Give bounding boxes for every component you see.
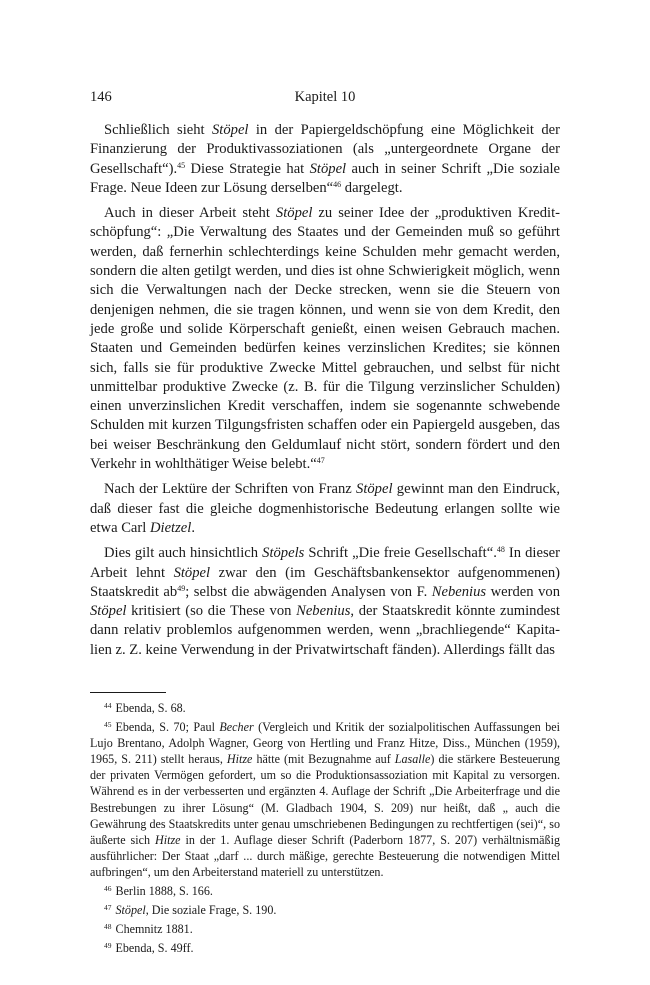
page-number: 146	[90, 89, 112, 105]
footnote	[90, 921, 560, 937]
text-run: zu seiner Idee der „produktiven Kreditschöpfung“: „Die Verwaltung des Staates und der Gemeinden muß so geführt werden, daß fernerhin schlechterdings keine Schulden mehr gemacht werden, sondern die alten getilgt werden, und dies ist ohne Schwierigkeit möglich, wenn sich die Verwaltungen nach der Decke strecken, wenn sie die Steuern von denjenigen nehmen, die sie tragen können, und wenn sie von dem Kredit, den jede große und solide Körperschaft genießt, einen weisen Gebrauch machen. Staaten und Gemeinden bedürfen keines verzinslichen Kredites; sie können sich, falls sie für produktive Zwecke Mittel gebrauchen, und selbst für nicht unmittelbar produktive Zwecke (z. B. für die Tilgung verzinslicher Schulden) einen unverzinslichen Kredit verschaffen, indem sie sogenannte schwebende Schulden mit kurzen Tilgungsfristen schaffen oder ein Papiergeld ausgeben, das bei weiser Beschränkung den Geldumlauf nicht stört, sondern fördert und den Verkehr in wohlthätiger Weise belebt.“	[90, 205, 561, 473]
italic-name: Stöpel	[115, 903, 146, 918]
text-run: Ebenda, S. 49ff.	[115, 941, 194, 956]
footnote-ref: 44	[104, 701, 112, 711]
text-run: , der Staatskredit könnte zumindest dann relativ problemlos aufgenommen werden, wenn „brachliegende“ Kapitalien z. Z. keine Verwendung in der Privatwirtschaft fänden). Allerdings fällt das	[90, 603, 560, 658]
text-run: (Vergleich und Kritik der sozialpolitischen Auffassungen bei Lujo Brentano, Adolph Wagner, Georg von Hertling und Franz Hitze, Diss., München (1959), 1965, S. 211) stellt heraus,	[90, 720, 560, 767]
footnote-ref: 48	[496, 545, 505, 555]
italic-name: Hitze	[155, 832, 181, 847]
text-run: Chemnitz 1881.	[115, 922, 193, 937]
footnote	[90, 719, 560, 880]
text-run: Schrift „Die freie Gesellschaft“.	[304, 545, 497, 562]
italic-name: Stöpel	[356, 481, 393, 498]
italic-name: Dietzel	[149, 519, 192, 536]
text-run: zwar den (im Geschäftsbankensektor aufgenommenen) Staatskredit ab	[90, 564, 560, 600]
footnote-ref: 46	[104, 884, 112, 894]
footnote-ref: 47	[316, 456, 325, 466]
text-run: hätte (mit Bezugnahme auf	[252, 752, 395, 767]
text-run: Diese Strategie hat	[185, 160, 310, 177]
text-run: auch in seiner Schrift „Die soziale Frage. Neue Ideen zur Lösung derselben“	[90, 160, 560, 196]
page-header	[90, 89, 560, 111]
footnote	[90, 700, 560, 716]
text-run: in der Papiergeldschöpfung eine Möglichkeit der Finanzierung der Produktivassoziationen (als „untergeordnete Organe der Gesellschaft“).	[90, 122, 560, 177]
text-run: dargelegt.	[341, 179, 403, 196]
footnote-ref: 47	[104, 903, 112, 913]
text-run: In dieser Arbeit lehnt	[90, 545, 560, 581]
body-paragraph	[90, 121, 560, 198]
text-run: Ebenda, S. 68.	[115, 701, 186, 716]
italic-name: Lasalle	[394, 752, 431, 767]
text-run: Berlin 1888, S. 166.	[115, 884, 213, 899]
italic-name: Stöpel	[173, 564, 211, 581]
italic-name: Nebenius	[431, 583, 487, 600]
italic-name: Stöpel	[212, 122, 249, 138]
text-run: kritisiert (so die These von	[126, 603, 297, 620]
italic-name: Becher	[219, 720, 254, 735]
text-run: Ebenda, S. 70; Paul	[115, 720, 220, 735]
footnote-ref: 49	[177, 583, 186, 593]
footnote-ref: 48	[104, 922, 112, 932]
text-run: in der 1. Auflage dieser Schrift (Paderborn 1877, S. 207) verhältnismäßig ausführlicher: Der Staat „darf ... durch mäßige, gerechte Besteuerung die notwendigen Mittel aufbringen“, um den Arbeiterstand materiell zu unterstützen.	[90, 832, 560, 879]
body-paragraph	[90, 544, 560, 660]
footnote	[90, 883, 560, 899]
text-run: gewinnt man den Eindruck, daß dieser fast die gleiche dogmenhistorische Bedeutung erlangen sollte wie etwa Carl	[90, 481, 560, 536]
footnote-divider	[90, 692, 166, 693]
text-run: , Die soziale Frage, S. 190.	[145, 903, 277, 918]
text-run: Nach der Lektüre der Schriften von Franz	[104, 481, 357, 498]
footnote	[90, 940, 560, 956]
book-page	[90, 89, 560, 959]
footnote-ref: 45	[177, 160, 186, 170]
italic-name: Stöpels	[262, 545, 305, 562]
text-run: werden von	[486, 583, 560, 600]
italic-name: Stöpel	[90, 603, 127, 620]
text-run: Auch in dieser Arbeit steht	[104, 205, 276, 222]
italic-name: Stöpel	[275, 205, 313, 222]
running-head: Kapitel 10	[294, 89, 356, 105]
text-run: Dies gilt auch hinsichtlich	[104, 545, 263, 562]
body-paragraph	[90, 480, 560, 538]
footnote-ref: 49	[104, 941, 112, 951]
italic-name: Stöpel	[309, 160, 347, 177]
body-paragraph	[90, 204, 560, 474]
text-run: ) die stärkere Besteuerung der privaten Vermögen gefordert, um so die Produktionsassoziation mit Kapital zu versorgen. Während es in der verbesserten und ergänzten 4. Auflage der Schrift „Die Arbeiterfrage und die Bestrebungen zu ihrer Lösung“ (M. Gladbach 1904, S. 209) nur heißt, daß „ auch die Gewährung des Staatskredits unter genau umschriebenen Bedingungen zu rechtfertigen (sei)“, so äußerte sich	[90, 752, 560, 847]
text-run: .	[191, 519, 195, 536]
footnotes	[90, 700, 560, 956]
text-run: ; selbst die abwägenden Analysen von F.	[185, 583, 432, 600]
footnote-ref: 46	[333, 179, 342, 189]
body-text	[90, 121, 560, 660]
footnote-ref: 45	[104, 720, 112, 730]
italic-name: Hitze	[226, 752, 253, 767]
footnote	[90, 902, 560, 918]
text-run: Schließlich sieht	[104, 122, 212, 138]
italic-name: Nebenius	[296, 603, 351, 620]
